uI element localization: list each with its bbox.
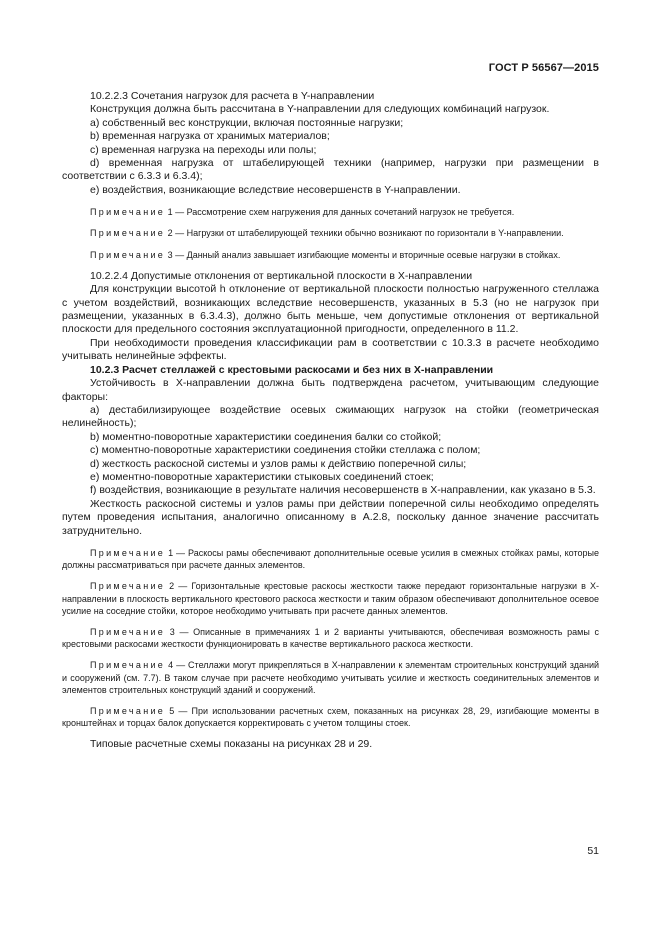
note bbox=[62, 659, 599, 696]
note-label: Примечание bbox=[90, 660, 166, 671]
list-item: c) моментно-поворотные характеристики соединения стойки стеллажа с полом; bbox=[90, 444, 481, 457]
list-item: d) жесткость раскосной системы и узлов рамы к действию поперечной силы; bbox=[90, 457, 467, 470]
paragraph: Устойчивость в X-направлении должна быть подтверждена расчетом, учитывающим следующие факторы: bbox=[62, 377, 599, 403]
note bbox=[62, 206, 599, 218]
list-item: a) дестабилизирующее воздействие осевых сжимающих нагрузок на стойки (геометрическая нелинейность); bbox=[62, 403, 599, 430]
list-item: e) воздействия, возникающие вследствие несовершенств в Y-направлении. bbox=[90, 183, 461, 196]
note-text: 2 — Нагрузки от штабелирующей техники обычно возникают по горизонтали в Y-направлении. bbox=[165, 228, 564, 239]
note bbox=[62, 227, 599, 239]
note bbox=[62, 249, 599, 261]
section-title-10-2-3: 10.2.3 Расчет стеллажей с крестовыми раскосами и без них в X-направлении bbox=[90, 363, 494, 376]
list-item: e) моментно-поворотные характеристики стыковых соединений стоек; bbox=[90, 470, 434, 483]
note-label: Примечание bbox=[90, 547, 166, 558]
list-item: b) моментно-поворотные характеристики соединения балки со стойкой; bbox=[90, 430, 442, 443]
section-title-10-2-2-3: 10.2.2.3 Сочетания нагрузок для расчета в Y-направлении bbox=[90, 90, 375, 102]
note-text: 1 — Раскосы рамы обеспечивают дополнительные осевые усилия в смежных стойках рамы, которые должны рассматриваться при расчете данных элементов. bbox=[62, 547, 599, 571]
list-item: c) временная нагрузка на переходы или полы; bbox=[90, 143, 317, 156]
note-label: Примечание bbox=[90, 706, 166, 717]
paragraph: Жесткость раскосной системы и узлов рамы при действии поперечной силы необходимо определять путем проведения испытания, аналогично описанному в А.2.8, поскольку данное значение рассчитать затруднительно. bbox=[62, 497, 599, 537]
paragraph: При необходимости проведения классификации рам в соответствии с 10.3.3 в расчете необходимо учитывать нелинейные эффекты. bbox=[62, 336, 599, 363]
note-text: 3 — Описанные в примечаниях 1 и 2 варианты учитываются, обеспечивая возможность рамы с крестовыми раскосами жесткости функционировать в качестве вертикального раскоса жесткости. bbox=[62, 627, 599, 650]
list-item: b) временная нагрузка от хранимых материалов; bbox=[90, 130, 330, 143]
note-text: 2 — Горизонтальные крестовые раскосы жесткости также передают горизонтальные нагрузки в X-направлении в плоскость вертикального крестового раскоса жесткости и таким образом обеспечивают дополнительное осевое усилие на соседние стойки, которое необходимо учитывать при расчете данных элементов. bbox=[62, 581, 599, 616]
section-title-10-2-2-4: 10.2.2.4 Допустимые отклонения от вертикальной плоскости в X-направлении bbox=[90, 269, 473, 282]
document-header: ГОСТ Р 56567—2015 bbox=[488, 62, 599, 74]
list-item: f) воздействия, возникающие в результате наличия несовершенств в X-направлении, как указано в 5.3. bbox=[90, 484, 596, 497]
note bbox=[62, 547, 599, 571]
paragraph: Конструкция должна быть рассчитана в Y-направлении для следующих комбинаций нагрузок. bbox=[90, 103, 550, 116]
note-label: Примечание bbox=[90, 627, 166, 637]
note-label: Примечание bbox=[90, 581, 166, 592]
paragraph: Типовые расчетные схемы показаны на рисунках 28 и 29. bbox=[90, 738, 373, 751]
note-label: Примечание bbox=[90, 228, 166, 239]
page-content bbox=[62, 90, 599, 752]
note-text: 3 — Данный анализ завышает изгибающие моменты и вторичные осевые нагрузки в стойках. bbox=[165, 249, 561, 260]
page-number: 51 bbox=[587, 845, 599, 857]
note-label: Примечание bbox=[90, 207, 166, 218]
note-label: Примечание bbox=[90, 249, 166, 260]
list-item: a) собственный вес конструкции, включая постоянные нагрузки; bbox=[90, 116, 404, 129]
note bbox=[62, 580, 599, 617]
note-text: 1 — Рассмотрение схем нагружения для данных сочетаний нагрузок не требуется. bbox=[165, 207, 515, 218]
paragraph: Для конструкции высотой h отклонение от вертикальной плоскости полностью нагруженного стеллажа с учетом воздействий, возникающих вследствие несовершенств, указанных в 5.3 (но не нагрузок при размещении, указанных в 6.3.4.3), должно быть меньше, чем допустимые отклонения от вертикальной плоскости для предельного состояния эксплуатационной пригодности, определенного в 11.2. bbox=[62, 283, 599, 336]
note bbox=[62, 626, 599, 650]
note bbox=[62, 705, 599, 729]
note-text: 5 — При использовании расчетных схем, показанных на рисунках 28, 29, изгибающие моменты в кронштейнах и торцах балок допускается корректировать с учетом толщины стоек. bbox=[62, 706, 599, 729]
list-item: d) временная нагрузка от штабелирующей техники (например, нагрузки при размещении в соответствии с 6.3.3 и 6.3.4); bbox=[62, 157, 599, 183]
note-text: 4 — Стеллажи могут прикрепляться в X-направлении к элементам строительных конструкций зданий и сооружений (см. 7.7). В таком случае при расчете необходимо учитывать усилие и жесткость соединительных элементов и элементов строительных конструкций зданий и сооружений. bbox=[62, 660, 599, 695]
